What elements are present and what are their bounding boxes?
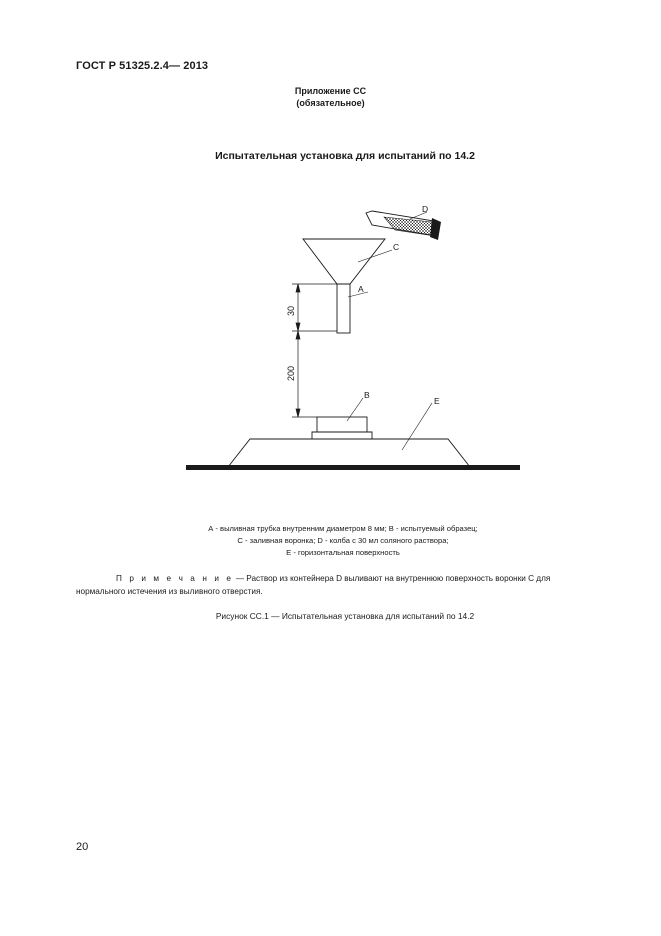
appendix-label: Приложение СС: [294, 86, 367, 96]
appendix-status: (обязательное): [296, 98, 365, 108]
page-number: 20: [76, 841, 89, 853]
note-paragraph: [76, 572, 596, 598]
specimen-b: [312, 398, 372, 439]
flask-d: [366, 211, 441, 240]
label-e: E: [434, 396, 440, 406]
note-prefix: П р и м е ч а н и е: [116, 574, 234, 583]
dimension-200: 200: [286, 365, 296, 381]
note-text: — Раствор из контейнера D выливают на внутреннюю поверхность воронки С для нормального истечения из выливного отверстия.: [76, 574, 551, 596]
funnel-c: [303, 239, 392, 284]
dimension-lines: [292, 284, 337, 417]
document-header: ГОСТ Р 51325.2.4— 2013: [76, 60, 209, 72]
label-d: D: [422, 204, 429, 214]
label-b: B: [364, 390, 370, 400]
label-a: A: [358, 284, 364, 294]
legend-line-2: С - заливная воронка; D - колба с 30 мл соляного раствора;: [237, 536, 449, 545]
figure-caption: Рисунок СС.1 — Испытательная установка для испытаний по 14.2: [215, 611, 475, 621]
legend-line-1: А - выливная трубка внутренним диаметром 8 мм; В - испытуемый образец;: [208, 524, 478, 533]
appendix-title: Испытательная установка для испытаний по 14.2: [215, 150, 475, 162]
legend-line-3: Е - горизонтальная поверхность: [286, 548, 400, 557]
surface-e: [186, 403, 520, 470]
label-c: C: [393, 242, 400, 252]
dimension-30: 30: [286, 305, 296, 316]
